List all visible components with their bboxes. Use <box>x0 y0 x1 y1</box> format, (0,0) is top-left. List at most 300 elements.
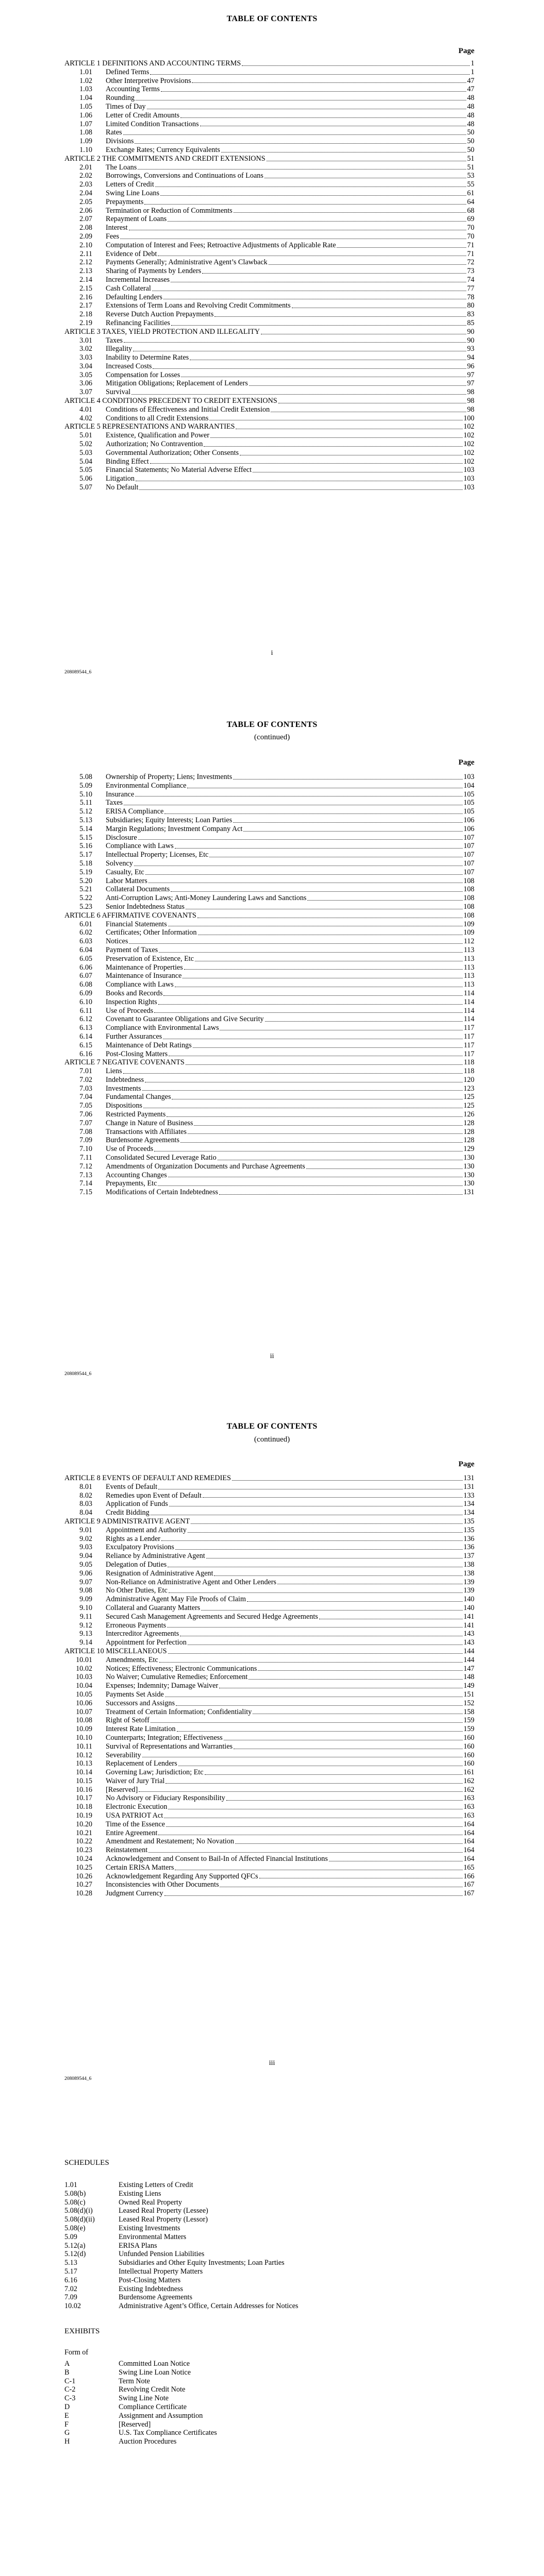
dot-leader <box>139 1786 462 1792</box>
toc-section-row <box>64 1699 474 1708</box>
section-title: Right of Setoff <box>106 1716 150 1725</box>
toc-section-row <box>64 405 474 414</box>
page-ref: 167 <box>463 1880 474 1889</box>
page-ref: 70 <box>467 232 474 241</box>
section-number: 6.01 <box>79 920 92 928</box>
toc-section-row <box>64 310 474 319</box>
section-title: Accounting Terms <box>106 85 160 94</box>
dot-leader <box>271 405 466 412</box>
spacer <box>92 928 106 937</box>
toc-section-row <box>64 1526 474 1535</box>
spacer <box>92 1128 106 1137</box>
spacer <box>92 1067 106 1076</box>
section-number: 10.17 <box>76 1794 92 1803</box>
spacer <box>92 1015 106 1024</box>
section-number: 10.01 <box>76 1655 92 1664</box>
exhibits-heading: EXHIBITS <box>64 2327 100 2335</box>
section-number: 5.11 <box>79 799 92 807</box>
section-number: 6.12 <box>79 1015 92 1024</box>
schedule-number: 10.02 <box>64 2302 81 2311</box>
section-title: Termination or Reduction of Commitments <box>106 206 233 215</box>
section-number: 3.06 <box>79 379 92 388</box>
page-ref: 97 <box>467 379 474 388</box>
section-number: 5.14 <box>79 824 92 833</box>
toc-section-row <box>64 1492 474 1500</box>
section-title: Investments <box>106 1084 141 1093</box>
spacer <box>92 1050 106 1059</box>
section-number: 10.14 <box>76 1768 92 1777</box>
toc-section-row <box>64 128 474 137</box>
section-title: Borrowings, Conversions and Continuations of Loans <box>106 172 263 180</box>
schedule-number: 5.09 <box>64 2232 77 2241</box>
spacer <box>92 1872 106 1881</box>
section-number: 2.15 <box>79 284 92 293</box>
page-ref: 160 <box>463 1751 474 1759</box>
toc-section-row <box>64 816 474 825</box>
dot-leader <box>169 1586 463 1593</box>
toc-article-row <box>64 59 474 68</box>
spacer <box>92 293 106 302</box>
toc-section-row <box>64 301 474 310</box>
section-number: 1.02 <box>79 76 92 85</box>
toc-section-row <box>64 1543 474 1552</box>
section-title: Amendments, Etc <box>106 1655 158 1664</box>
section-title: Accounting Changes <box>106 1171 167 1179</box>
section-title: Resignation of Administrative Agent <box>106 1569 213 1578</box>
toc-section-row <box>64 137 474 146</box>
section-number: 10.07 <box>76 1707 92 1716</box>
page-ref: 138 <box>463 1569 474 1578</box>
section-number: 10.24 <box>76 1855 92 1863</box>
section-number: 1.06 <box>79 111 92 120</box>
page-ref: 108 <box>463 876 474 885</box>
section-title: Environmental Compliance <box>106 781 187 790</box>
spacer <box>92 284 106 293</box>
toc-section-row <box>64 232 474 241</box>
toc-section-row <box>64 284 474 293</box>
dot-leader <box>269 258 466 265</box>
toc-section-row <box>64 989 474 998</box>
spacer <box>92 1509 106 1517</box>
page-ref: 160 <box>463 1759 474 1768</box>
spacer <box>92 1673 106 1682</box>
section-number: 10.15 <box>76 1776 92 1785</box>
page-ref: 102 <box>463 431 474 440</box>
spacer <box>92 466 106 474</box>
dot-leader <box>129 224 466 230</box>
page-ref: 134 <box>463 1509 474 1517</box>
page-ref: 102 <box>463 422 474 431</box>
page-ref: 160 <box>463 1742 474 1751</box>
toc-section-row <box>64 172 474 180</box>
schedule-title: Existing Indebtedness <box>119 2284 183 2293</box>
dot-leader <box>158 998 463 1005</box>
exhibit-row <box>64 2412 425 2420</box>
toc-article-row <box>64 1058 474 1067</box>
page-ref: 107 <box>463 833 474 842</box>
dot-leader <box>164 1811 463 1818</box>
page-ref: 98 <box>467 388 474 397</box>
page-ref: 143 <box>463 1638 474 1647</box>
exhibit-title: Assignment and Assumption <box>119 2411 203 2420</box>
section-title: Times of Day <box>106 102 146 111</box>
schedule-number: 5.08(d)(i) <box>64 2207 93 2215</box>
toc-section-row <box>64 198 474 207</box>
section-number: 10.06 <box>76 1699 92 1707</box>
section-title: Use of Proceeds <box>106 1145 154 1154</box>
spacer <box>92 1171 106 1180</box>
page-ref: 48 <box>467 120 474 128</box>
section-title: Payments Set Aside <box>106 1690 164 1699</box>
section-number: 2.05 <box>79 197 92 206</box>
section-number: 2.06 <box>79 206 92 215</box>
schedule-title: Leased Real Property (Lessee) <box>119 2207 208 2215</box>
schedule-row <box>64 2259 425 2267</box>
section-title: Counterparts; Integration; Effectiveness <box>106 1733 223 1742</box>
page-ref: 133 <box>463 1491 474 1500</box>
spacer <box>92 319 106 328</box>
dot-leader <box>307 894 462 901</box>
section-title: Events of Default <box>106 1482 158 1491</box>
toc-section-row <box>64 885 474 894</box>
section-number: 5.06 <box>79 474 92 483</box>
dot-leader <box>203 1492 463 1498</box>
spacer <box>92 773 106 782</box>
section-number: 5.20 <box>79 876 92 885</box>
dot-leader <box>154 1145 463 1151</box>
section-number: 5.19 <box>79 868 92 876</box>
spacer <box>92 1101 106 1110</box>
section-title: Compliance with Environmental Laws <box>106 1024 219 1032</box>
page-ref: 139 <box>463 1586 474 1595</box>
schedule-number: 7.09 <box>64 2293 77 2302</box>
toc-section-row <box>64 1613 474 1621</box>
dot-leader <box>176 1699 463 1706</box>
dot-leader <box>171 319 466 326</box>
page-ref: 126 <box>463 1110 474 1119</box>
page-ref: 78 <box>467 293 474 301</box>
spacer <box>92 998 106 1007</box>
section-title: No Other Duties, Etc <box>106 1586 168 1595</box>
schedule-title: Unfunded Pension Liabilities <box>119 2250 205 2259</box>
spacer <box>92 301 106 310</box>
toc-section-row <box>64 928 474 937</box>
dot-leader <box>183 972 463 978</box>
article-title: ARTICLE 2 THE COMMITMENTS AND CREDIT EXTENSIONS <box>64 154 266 163</box>
dot-leader <box>193 1041 463 1048</box>
toc-section-row <box>64 1673 474 1682</box>
toc-section-row <box>64 1188 474 1197</box>
dot-leader <box>149 1846 463 1853</box>
spacer <box>92 431 106 440</box>
dot-leader <box>129 937 463 944</box>
dot-leader <box>144 198 466 205</box>
toc-section-row <box>64 1829 474 1838</box>
dot-leader <box>163 1032 463 1039</box>
spacer <box>92 1024 106 1032</box>
section-number: 5.03 <box>79 448 92 457</box>
page-ref: 141 <box>463 1612 474 1621</box>
exhibit-row <box>64 2394 425 2403</box>
page-ref: 113 <box>464 963 474 972</box>
exhibit-letter: C-2 <box>64 2385 76 2394</box>
exhibits-form-of: Form of <box>64 2348 89 2357</box>
section-title: Binding Effect <box>106 457 149 466</box>
section-number: 9.05 <box>79 1560 92 1569</box>
section-number: 9.08 <box>79 1586 92 1595</box>
section-title: Governing Law; Jurisdiction; Etc <box>106 1768 204 1777</box>
section-title: Swing Line Loans <box>106 189 160 197</box>
toc-section-row <box>64 345 474 353</box>
schedule-number: 5.08(c) <box>64 2198 86 2207</box>
section-title: Collateral and Guaranty Matters <box>106 1603 201 1612</box>
section-number: 10.11 <box>76 1742 92 1751</box>
toc-article-row <box>64 1474 474 1483</box>
section-title: Dispositions <box>106 1101 142 1110</box>
page-ref: 109 <box>463 920 474 928</box>
section-number: 2.08 <box>79 224 92 232</box>
dot-leader <box>171 885 463 892</box>
dot-leader <box>168 1647 463 1654</box>
section-number: 5.10 <box>79 790 92 799</box>
dot-leader <box>166 1777 462 1784</box>
section-title: Prepayments, Etc <box>106 1179 157 1188</box>
section-title: Interest Rate Limitation <box>106 1725 176 1734</box>
section-title: Maintenance of Properties <box>106 963 183 972</box>
page-ref: 164 <box>463 1828 474 1837</box>
section-title: Change in Nature of Business <box>106 1118 193 1127</box>
toc-section-row <box>64 319 474 328</box>
toc-section-row <box>64 466 474 474</box>
page-ref: 103 <box>463 474 474 483</box>
section-title: USA PATRIOT Act <box>106 1811 163 1820</box>
spacer <box>92 250 106 259</box>
section-title: No Advisory or Fiduciary Responsibility <box>106 1794 225 1803</box>
page-number: ii <box>270 1352 274 1360</box>
exhibit-row <box>64 2437 425 2446</box>
section-title: Notices; Effectiveness; Electronic Communications <box>106 1664 257 1673</box>
spacer <box>92 894 106 903</box>
toc-section-row <box>64 258 474 267</box>
page-ref: 93 <box>467 345 474 353</box>
section-title: Certain ERISA Matters <box>106 1863 174 1872</box>
page-ref: 104 <box>463 781 474 790</box>
section-number: 7.01 <box>79 1067 92 1076</box>
toc-section-row <box>64 1483 474 1492</box>
spacer <box>92 1811 106 1820</box>
page-ref: 118 <box>464 1067 474 1076</box>
dot-leader <box>159 1656 463 1663</box>
spacer <box>92 1742 106 1751</box>
dot-leader <box>235 1837 463 1844</box>
exhibit-title: U.S. Tax Compliance Certificates <box>119 2429 217 2437</box>
section-number: 9.11 <box>79 1612 92 1621</box>
page-ref: 117 <box>464 1049 474 1058</box>
page-ref: 109 <box>463 928 474 937</box>
section-number: 1.04 <box>79 94 92 103</box>
page-ref: 158 <box>463 1707 474 1716</box>
section-title: Existence, Qualification and Power <box>106 431 209 440</box>
page-ref: 106 <box>463 816 474 824</box>
spacer <box>92 937 106 946</box>
page-number: i <box>271 649 273 657</box>
page-ref: 136 <box>463 1534 474 1543</box>
schedule-title: Subsidiaries and Other Equity Investments; Loan Parties <box>119 2259 285 2267</box>
section-title: Application of Funds <box>106 1500 168 1509</box>
page-ref: 135 <box>463 1526 474 1534</box>
section-number: 1.03 <box>79 85 92 94</box>
dot-leader <box>190 353 466 360</box>
toc-section-row <box>64 1734 474 1742</box>
page-ref: 98 <box>467 397 474 405</box>
page-ref: 120 <box>463 1075 474 1084</box>
toc-section-row <box>64 336 474 345</box>
spacer <box>92 1690 106 1699</box>
section-number: 10.21 <box>76 1828 92 1837</box>
dot-leader <box>164 1889 463 1896</box>
section-title: Amendment and Restatement; No Novation <box>106 1837 235 1846</box>
schedule-number: 1.01 <box>64 2181 77 2189</box>
dot-leader <box>168 215 466 222</box>
schedule-title: ERISA Plans <box>119 2241 157 2250</box>
page-ref: 134 <box>463 1500 474 1509</box>
schedule-number: 5.08(e) <box>64 2224 86 2232</box>
dot-leader <box>188 1638 463 1645</box>
page-ref: 117 <box>464 1032 474 1041</box>
section-title: Margin Regulations; Investment Company Act <box>106 824 243 833</box>
toc-section-row <box>64 1638 474 1647</box>
section-title: Rounding <box>106 94 135 103</box>
page-ref: 70 <box>467 224 474 232</box>
dot-leader <box>175 1543 463 1550</box>
toc-section-row <box>64 1665 474 1673</box>
page-subtitle: (continued) <box>254 1435 290 1444</box>
section-title: ERISA Compliance <box>106 807 164 816</box>
schedule-number: 6.16 <box>64 2276 77 2284</box>
page-ref: 128 <box>463 1136 474 1145</box>
dot-leader <box>151 1716 463 1723</box>
spacer <box>92 842 106 851</box>
dot-leader <box>219 1682 463 1688</box>
dot-leader <box>194 1119 462 1126</box>
toc-section-row <box>64 955 474 963</box>
section-title: Secured Cash Management Agreements and Secured Hedge Agreements <box>106 1612 318 1621</box>
spacer <box>92 85 106 94</box>
schedule-row <box>64 2190 425 2198</box>
spacer <box>92 1794 106 1803</box>
dot-leader <box>219 1188 463 1195</box>
section-title: Electronic Execution <box>106 1803 168 1811</box>
section-title: Waiver of Jury Trial <box>106 1776 165 1785</box>
spacer <box>92 1734 106 1742</box>
section-title: Time of the Essence <box>106 1820 165 1828</box>
page-ref: 102 <box>463 457 474 466</box>
exhibit-letter: E <box>64 2411 69 2420</box>
toc-section-row <box>64 1509 474 1517</box>
spacer <box>92 1604 106 1613</box>
schedule-title: Existing Investments <box>119 2224 180 2232</box>
section-number: 10.13 <box>76 1759 92 1768</box>
section-title: Intercreditor Agreements <box>106 1630 179 1638</box>
section-title: Interest <box>106 224 128 232</box>
schedule-title: Administrative Agent’s Office, Certain Addresses for Notices <box>119 2302 299 2311</box>
toc-section-row <box>64 457 474 466</box>
page-ref: 90 <box>467 327 474 336</box>
dot-leader <box>145 1076 463 1082</box>
dot-leader <box>226 1794 463 1801</box>
spacer <box>92 1154 106 1162</box>
exhibit-letter: G <box>64 2429 70 2437</box>
section-number: 9.06 <box>79 1569 92 1578</box>
toc-section-row <box>64 207 474 215</box>
spacer <box>92 388 106 397</box>
section-title: Delegation of Duties <box>106 1560 167 1569</box>
toc-section-row <box>64 1162 474 1171</box>
toc-section-row <box>64 388 474 397</box>
dot-leader <box>138 163 466 170</box>
section-number: 10.25 <box>76 1863 92 1872</box>
page-ref: 48 <box>467 102 474 111</box>
dot-leader <box>136 94 466 100</box>
toc-section-row <box>64 1708 474 1717</box>
article-title: ARTICLE 3 TAXES, YIELD PROTECTION AND ILLEGALITY <box>64 327 260 336</box>
section-number: 5.12 <box>79 807 92 816</box>
schedule-row <box>64 2293 425 2302</box>
schedule-row <box>64 2250 425 2259</box>
dot-leader <box>123 1067 463 1074</box>
dot-leader <box>167 1110 462 1117</box>
section-title: Illegality <box>106 345 133 353</box>
section-number: 5.08 <box>79 773 92 781</box>
page-ref: 163 <box>463 1803 474 1811</box>
section-number: 10.03 <box>76 1673 92 1682</box>
dot-leader <box>150 457 463 464</box>
schedule-number: 5.17 <box>64 2267 77 2276</box>
toc-section-row <box>64 1794 474 1803</box>
section-title: Treatment of Certain Information; Confidentiality <box>106 1707 252 1716</box>
spacer <box>92 128 106 137</box>
toc-section-row <box>64 877 474 886</box>
dot-leader <box>142 1084 463 1091</box>
page-ref: 51 <box>467 154 474 163</box>
section-number: 3.03 <box>79 353 92 362</box>
page-ref: 107 <box>463 851 474 859</box>
section-number: 10.08 <box>76 1716 92 1725</box>
section-title: Evidence of Debt <box>106 249 157 258</box>
spacer <box>92 1665 106 1673</box>
section-number: 2.09 <box>79 232 92 241</box>
section-number: 2.18 <box>79 310 92 319</box>
section-number: 10.09 <box>76 1725 92 1734</box>
section-title: [Reserved] <box>106 1785 138 1794</box>
section-number: 9.13 <box>79 1630 92 1638</box>
section-number: 7.08 <box>79 1127 92 1136</box>
spacer <box>92 457 106 466</box>
page-ref: 55 <box>467 180 474 189</box>
section-number: 3.01 <box>79 336 92 345</box>
section-title: Exchange Rates; Currency Equivalents <box>106 145 220 154</box>
dot-leader <box>184 963 463 970</box>
toc-list <box>64 773 474 1197</box>
section-title: Repayment of Loans <box>106 215 167 224</box>
section-number: 7.13 <box>79 1171 92 1179</box>
toc-section-row <box>64 1682 474 1690</box>
toc-section-row <box>64 85 474 94</box>
spacer <box>92 1768 106 1777</box>
spacer <box>92 1803 106 1811</box>
section-title: Use of Proceeds <box>106 1006 154 1015</box>
dot-leader <box>259 1872 463 1879</box>
